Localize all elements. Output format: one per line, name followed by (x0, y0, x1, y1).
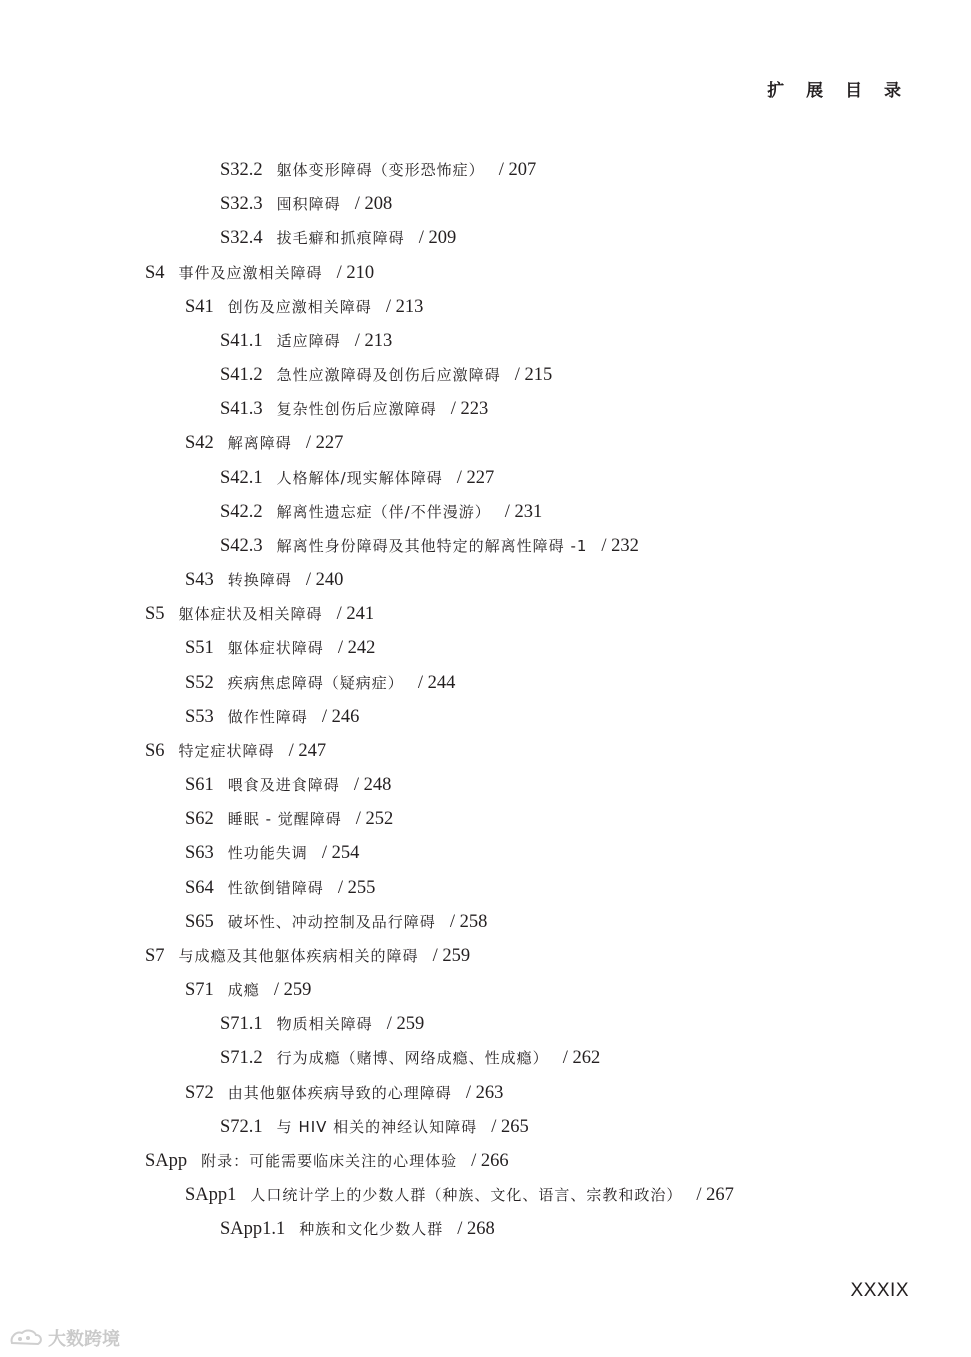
toc-entry-title: 躯体症状及相关障碍 (178, 605, 323, 624)
toc-entry-code: S71 (185, 980, 214, 1001)
toc-entry-title: 拔毛癖和抓痕障碍 (276, 229, 405, 248)
toc-entry-level-2 (0, 563, 971, 597)
toc-entry-title: 种族和文化少数人群 (299, 1220, 444, 1239)
running-header: 扩 展 目 录 (767, 81, 909, 101)
toc-entry-code: S43 (185, 570, 214, 591)
toc-entry-title: 与成瘾及其他躯体疾病相关的障碍 (178, 946, 419, 965)
toc-entry-code: S65 (185, 911, 214, 932)
toc-entry-title: 创伤及应激相关障碍 (227, 297, 372, 316)
toc-entry-level-1 (0, 1144, 971, 1178)
toc-entry-code: SApp1 (185, 1185, 237, 1206)
toc-entry-page: / 213 (385, 296, 424, 317)
table-of-contents (0, 153, 971, 1247)
toc-entry-level-3 (0, 1110, 971, 1144)
toc-entry-title: 适应障碍 (276, 331, 341, 350)
toc-entry-page: / 210 (336, 262, 375, 283)
toc-entry-code: S41 (185, 296, 214, 317)
toc-entry-title: 特定症状障碍 (178, 741, 275, 760)
toc-entry-page: / 240 (305, 570, 344, 591)
toc-entry-title: 转换障碍 (227, 571, 292, 590)
toc-entry-title: 囤积障碍 (276, 195, 341, 214)
toc-entry-code: S72 (185, 1082, 214, 1103)
toc-entry-level-3 (0, 221, 971, 255)
toc-entry-page: / 241 (336, 604, 375, 625)
toc-entry-code: S7 (145, 945, 165, 966)
toc-entry-level-2 (0, 631, 971, 665)
toc-entry-code: S42.1 (220, 467, 263, 488)
toc-entry-level-2 (0, 700, 971, 734)
toc-entry-page: / 244 (417, 672, 456, 693)
toc-entry-level-2 (0, 973, 971, 1007)
toc-entry-level-3 (0, 461, 971, 495)
toc-entry-title: 由其他躯体疾病导致的心理障碍 (227, 1083, 452, 1102)
toc-entry-code: S62 (185, 809, 214, 830)
toc-entry-level-3 (0, 153, 971, 187)
toc-entry-title: 成瘾 (227, 981, 260, 1000)
toc-entry-title: 躯体变形障碍（变形恐怖症） (276, 161, 485, 179)
toc-entry-code: S64 (185, 877, 214, 898)
toc-entry-page: / 208 (354, 194, 393, 215)
toc-entry-page: / 248 (353, 775, 392, 796)
toc-entry-title: 人格解体/现实解体障碍 (276, 468, 443, 487)
toc-entry-level-1 (0, 939, 971, 973)
toc-entry-level-1 (0, 734, 971, 768)
toc-entry-level-2 (0, 1178, 971, 1212)
watermark (8, 1325, 120, 1351)
toc-entry-page: / 232 (601, 535, 639, 556)
toc-entry-level-3 (0, 1212, 971, 1246)
toc-entry-page: / 262 (562, 1048, 601, 1069)
toc-entry-page: / 227 (456, 467, 495, 488)
toc-entry-page: / 213 (354, 330, 393, 351)
toc-entry-level-3 (0, 529, 971, 563)
toc-entry-title: 附录：可能需要临床关注的心理体验 (201, 1151, 458, 1170)
toc-entry-code: S32.4 (220, 228, 263, 249)
toc-entry-level-3 (0, 358, 971, 392)
toc-entry-page: / 252 (355, 809, 394, 830)
toc-entry-level-2 (0, 666, 971, 700)
toc-entry-title: 性欲倒错障碍 (227, 878, 324, 897)
toc-entry-title: 人口统计学上的少数人群（种族、文化、语言、宗教和政治） (250, 1186, 683, 1205)
toc-entry-page: / 267 (696, 1185, 734, 1206)
toc-entry-level-3 (0, 1041, 971, 1075)
toc-entry-level-2 (0, 871, 971, 905)
toc-entry-code: S41.2 (220, 365, 263, 386)
toc-entry-code: SApp1.1 (220, 1219, 286, 1240)
toc-entry-title: 睡眠 - 觉醒障碍 (227, 810, 342, 829)
toc-entry-page: / 259 (432, 945, 471, 966)
toc-entry-level-2 (0, 802, 971, 836)
toc-entry-page: / 259 (386, 1014, 425, 1035)
toc-entry-code: S4 (145, 262, 165, 283)
toc-entry-level-3 (0, 324, 971, 358)
toc-entry-level-2 (0, 836, 971, 870)
toc-entry-page: / 266 (471, 1150, 509, 1171)
toc-entry-page: / 227 (305, 433, 344, 454)
toc-entry-code: S71.1 (220, 1014, 263, 1035)
toc-entry-level-3 (0, 495, 971, 529)
toc-entry-level-1 (0, 256, 971, 290)
toc-entry-title: 复杂性创伤后应激障碍 (276, 400, 437, 419)
toc-entry-level-2 (0, 290, 971, 324)
toc-entry-page: / 242 (337, 638, 376, 659)
toc-entry-code: S53 (185, 706, 214, 727)
toc-entry-title: 躯体症状障碍 (227, 639, 324, 658)
toc-entry-code: S42 (185, 433, 214, 454)
toc-entry-code: S72.1 (220, 1116, 263, 1137)
watermark-text: 大数跨境 (48, 1329, 120, 1350)
toc-entry-title: 解离性遗忘症（伴/不伴漫游） (276, 502, 491, 521)
toc-entry-title: 做作性障碍 (227, 707, 308, 726)
toc-entry-code: S63 (185, 843, 214, 864)
toc-entry-code: S42.3 (220, 535, 263, 556)
toc-entry-code: S5 (145, 604, 165, 625)
toc-entry-code: S42.2 (220, 501, 263, 522)
toc-entry-level-2 (0, 1076, 971, 1110)
toc-entry-level-2 (0, 905, 971, 939)
toc-entry-code: S32.2 (220, 160, 263, 180)
toc-entry-page: / 265 (491, 1116, 529, 1137)
toc-entry-title: 物质相关障碍 (276, 1015, 373, 1034)
toc-entry-code: S41.1 (220, 330, 263, 351)
toc-entry-title: 疾病焦虑障碍（疑病症） (227, 673, 404, 692)
toc-entry-page: / 258 (449, 911, 488, 932)
toc-entry-page: / 247 (288, 740, 327, 761)
toc-entry-level-3 (0, 1007, 971, 1041)
toc-entry-code: S32.3 (220, 194, 263, 215)
toc-entry-page: / 268 (457, 1219, 495, 1240)
toc-entry-code: S52 (185, 672, 214, 693)
toc-entry-title: 破坏性、冲动控制及品行障碍 (227, 912, 436, 931)
toc-entry-level-2 (0, 426, 971, 460)
toc-entry-page: / 215 (514, 365, 553, 386)
toc-entry-level-3 (0, 392, 971, 426)
toc-entry-title: 解离障碍 (227, 434, 292, 453)
toc-entry-page: / 231 (504, 501, 543, 522)
watermark-logo-icon (8, 1327, 44, 1349)
toc-entry-page: / 263 (465, 1082, 504, 1103)
toc-entry-level-3 (0, 187, 971, 221)
toc-entry-title: 喂食及进食障碍 (227, 776, 340, 795)
toc-entry-code: SApp (145, 1150, 188, 1171)
toc-entry-title: 性功能失调 (227, 844, 308, 863)
toc-entry-page: / 255 (337, 877, 376, 898)
page-number: XXXIX (850, 1280, 909, 1301)
toc-entry-page: / 209 (418, 228, 457, 249)
toc-entry-page: / 254 (321, 843, 360, 864)
toc-entry-code: S51 (185, 638, 214, 659)
toc-entry-code: S61 (185, 775, 214, 796)
toc-entry-level-2 (0, 768, 971, 802)
toc-entry-code: S6 (145, 740, 165, 761)
toc-entry-title: 与 HIV 相关的神经认知障碍 (276, 1117, 478, 1136)
toc-entry-page: / 246 (321, 706, 360, 727)
toc-entry-title: 急性应激障碍及创伤后应激障碍 (276, 366, 501, 385)
toc-entry-page: / 207 (498, 160, 537, 180)
toc-entry-title: 行为成瘾（赌博、网络成瘾、性成瘾） (276, 1049, 549, 1068)
toc-entry-code: S41.3 (220, 399, 263, 420)
toc-entry-title: 解离性身份障碍及其他特定的解离性障碍 -1 (276, 536, 588, 555)
toc-entry-level-1 (0, 597, 971, 631)
toc-entry-title: 事件及应激相关障碍 (178, 263, 323, 282)
toc-entry-page: / 223 (450, 399, 489, 420)
toc-entry-page: / 259 (273, 980, 312, 1001)
toc-entry-code: S71.2 (220, 1048, 263, 1069)
